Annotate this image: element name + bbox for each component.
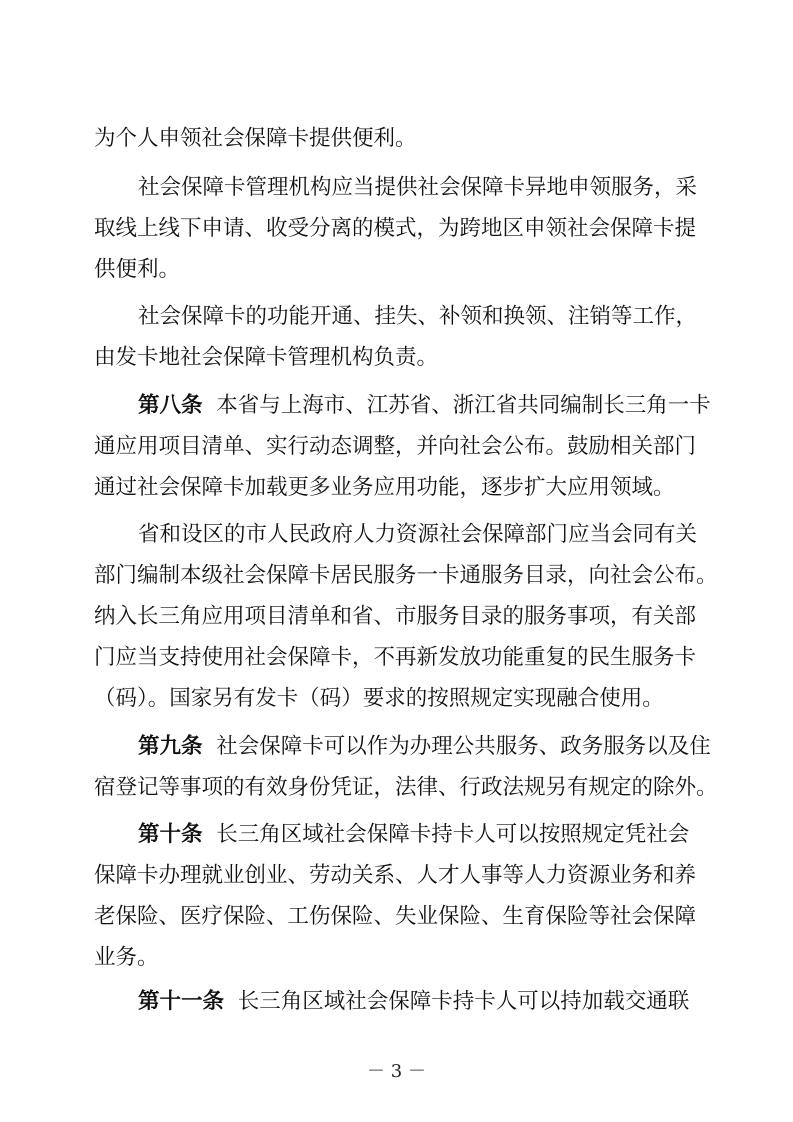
article-first-line (0, 384, 793, 428)
paragraph-first-line (0, 513, 793, 557)
line-text: （码）。国家另有发卡（码）要求的按照规定实现融合使用。 (94, 686, 664, 711)
line-text: 取线上线下申请、收受分离的模式，为跨地区申领社会保障卡提 (94, 216, 697, 241)
article-heading: 第十一条 (138, 989, 225, 1014)
article-heading: 第九条 (138, 734, 203, 759)
text-line (0, 677, 793, 721)
text-line (0, 936, 793, 980)
line-text: 本省与上海市、江苏省、浙江省共同编制长三角一卡 (216, 393, 711, 418)
line-text: 社会保障卡的功能开通、挂失、补领和换领、注销等工作， (138, 304, 698, 329)
line-text: 通应用项目清单、实行动态调整，并向社会公布。鼓励相关部门 (94, 434, 697, 459)
text-line (0, 336, 793, 380)
text-line (0, 248, 793, 292)
article-first-line (0, 725, 793, 769)
text-line (0, 895, 793, 939)
article-first-line (0, 980, 793, 1024)
article-first-line (0, 813, 793, 857)
article-heading: 第十条 (138, 822, 203, 847)
line-text: 为个人申领社会保障卡提供便利。 (94, 126, 417, 151)
line-text: 长三角区域社会保障卡持卡人可以按照规定凭社会 (216, 822, 690, 847)
text-line (0, 466, 793, 510)
text-line (0, 766, 793, 810)
text-line (0, 595, 793, 639)
line-text: 由发卡地社会保障卡管理机构负责。 (94, 345, 439, 370)
text-line (0, 207, 793, 251)
line-text: 业务。 (94, 945, 159, 970)
line-text: 纳入长三角应用项目清单和省、市服务目录的服务事项，有关部 (94, 604, 697, 629)
line-text: 省和设区的市人民政府人力资源社会保障部门应当会同有关 (138, 522, 698, 547)
line-text: 供便利。 (94, 257, 181, 282)
text-line (0, 854, 793, 898)
paragraph-first-line (0, 166, 793, 210)
line-text: 社会保障卡管理机构应当提供社会保障卡异地申领服务，采 (138, 175, 698, 200)
line-text: 通过社会保障卡加载更多业务应用功能，逐步扩大应用领域。 (94, 475, 675, 500)
line-text: 宿登记等事项的有效身份凭证，法律、行政法规另有规定的除外。 (94, 775, 718, 800)
line-text: 保障卡办理就业创业、劳动关系、人才人事等人力资源业务和养 (94, 863, 697, 888)
page-number: － 3 － (367, 1061, 426, 1082)
line-text: 门应当支持使用社会保障卡，不再新发放功能重复的民生服务卡 (94, 645, 697, 670)
text-line (0, 554, 793, 598)
line-text: 长三角区域社会保障卡持卡人可以持加载交通联 (237, 989, 690, 1014)
text-line (0, 425, 793, 469)
article-heading: 第八条 (138, 393, 203, 418)
line-text: 社会保障卡可以作为办理公共服务、政务服务以及住 (216, 734, 711, 759)
paragraph-first-line (0, 295, 793, 339)
text-line (0, 636, 793, 680)
text-line (0, 117, 793, 161)
line-text: 部门编制本级社会保障卡居民服务一卡通服务目录，向社会公布。 (94, 563, 718, 588)
line-text: 老保险、医疗保险、工伤保险、失业保险、生育保险等社会保障 (94, 904, 697, 929)
